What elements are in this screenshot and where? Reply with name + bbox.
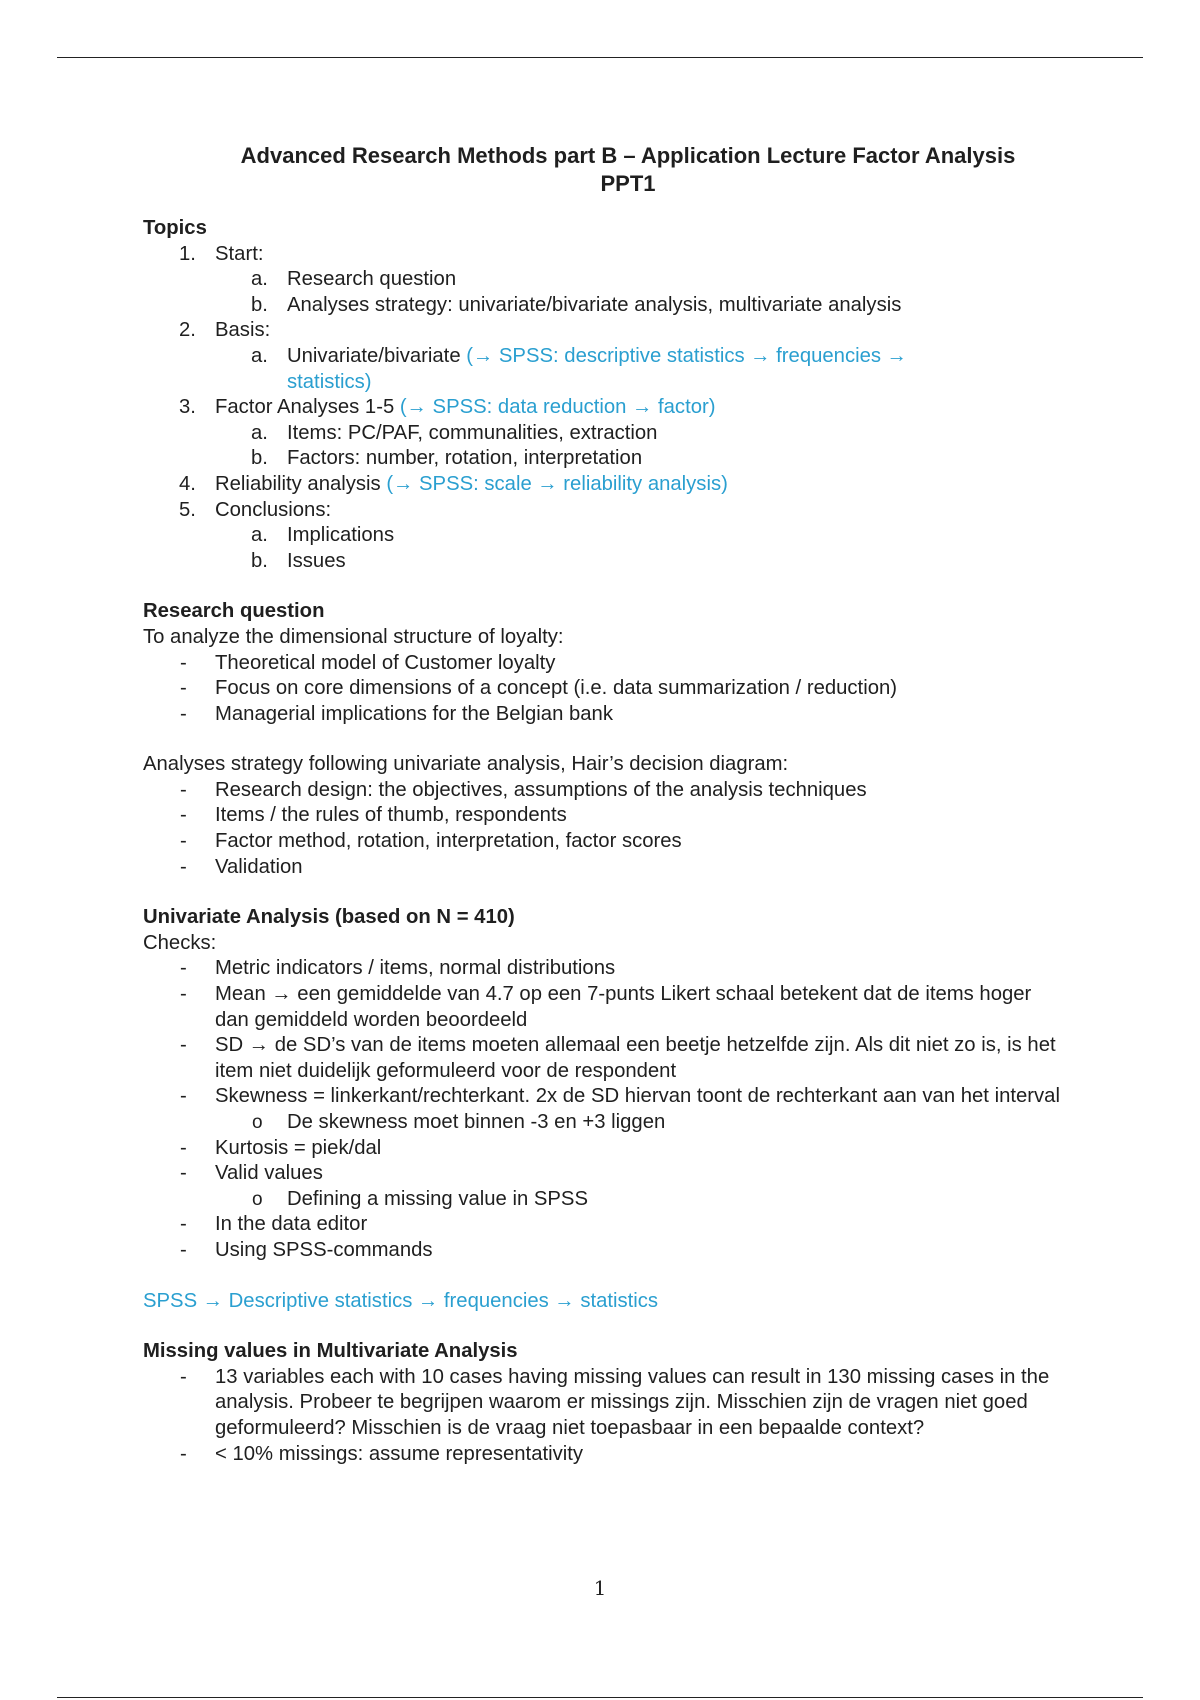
topic-item-4 xyxy=(143,472,1063,498)
topic-4-text: Reliability analysis xyxy=(215,472,387,495)
dash-marker: - xyxy=(180,1085,187,1108)
list-item xyxy=(143,855,1063,881)
topic-1-text: Start: xyxy=(215,242,264,265)
list-item-text: Factor method, rotation, interpretation, factor scores xyxy=(215,830,682,853)
dash-marker: - xyxy=(180,1213,187,1236)
list-item xyxy=(143,702,1063,728)
topic-1-sub-b xyxy=(143,293,1063,319)
list-item xyxy=(143,956,1063,982)
research-question-heading: Research question xyxy=(143,600,325,623)
strategy-bullets xyxy=(143,778,1063,880)
dash-marker: - xyxy=(180,1136,187,1159)
dash-marker: - xyxy=(180,677,187,700)
list-item-text: Validation xyxy=(215,855,303,878)
topic-3-spss-path: (→ SPSS: data reduction → factor) xyxy=(399,396,716,419)
sub-list-item xyxy=(143,1110,1063,1136)
strategy-intro: Analyses strategy following univariate analysis, Hair’s decision diagram: xyxy=(143,753,789,776)
list-item-text: Theoretical model of Customer loyalty xyxy=(215,651,556,674)
list-item xyxy=(143,1084,1063,1110)
list-item-text: De skewness moet binnen -3 en +3 liggen xyxy=(287,1111,666,1133)
topic-5-sub-a-mark: a. xyxy=(251,524,268,547)
list-item xyxy=(143,1212,1063,1238)
list-item-text: Managerial implications for the Belgian bank xyxy=(215,702,613,725)
list-item-text: Kurtosis = piek/dal xyxy=(215,1136,382,1159)
topic-1-sub-a xyxy=(143,267,1063,293)
list-item xyxy=(143,1442,1063,1468)
list-item-text: 13 variables each with 10 cases having missing values can result in 130 missing cases in the analysis. Probeer te begrijpen waarom er missings zijn. Misschien zijn de vragen niet goed geformuleerd? Misschien is de vraag niet toepasbaar in een bepaalde context? xyxy=(215,1365,1050,1439)
topic-4-spss-path: (→ SPSS: scale → reliability analysis) xyxy=(386,472,728,495)
dash-marker: - xyxy=(180,1034,187,1057)
topic-1-sub-b-mark: b. xyxy=(251,293,268,316)
list-item xyxy=(143,1136,1063,1162)
list-item-text: SD → de SD’s van de items moeten allemaal een beetje hetzelfde zijn. Als dit niet zo is, is het item niet duidelijk geformuleerd voor de respondent xyxy=(215,1034,1056,1082)
circle-marker: o xyxy=(252,1112,263,1133)
dash-marker: - xyxy=(180,1365,187,1388)
list-item-text: < 10% missings: assume representativity xyxy=(215,1442,584,1465)
document-body xyxy=(143,142,1063,1467)
topic-3-number: 3. xyxy=(179,396,196,419)
topic-3-sub-a xyxy=(143,421,1063,447)
dash-marker: - xyxy=(180,957,187,980)
dash-marker: - xyxy=(180,702,187,725)
topic-1-number: 1. xyxy=(179,242,196,265)
topic-5-sub-b-text: Issues xyxy=(287,549,346,572)
topic-item-1 xyxy=(143,242,1063,268)
list-item-text: Focus on core dimensions of a concept (i.e. data summarization / reduction) xyxy=(215,677,898,700)
topic-3-text: Factor Analyses 1-5 xyxy=(215,396,400,419)
topics-list xyxy=(143,242,1063,575)
topic-5-sub-a xyxy=(143,523,1063,549)
title-line-2: PPT1 xyxy=(600,171,656,196)
list-item-text: Skewness = linkerkant/rechterkant. 2x de SD hiervan toont de rechterkant aan van het interval xyxy=(215,1085,1060,1108)
topic-4-number: 4. xyxy=(179,472,196,495)
list-item-text: Metric indicators / items, normal distributions xyxy=(215,957,616,980)
topic-5-text: Conclusions: xyxy=(215,498,332,521)
list-item-text: Using SPSS-commands xyxy=(215,1238,433,1261)
dash-marker: - xyxy=(180,1442,187,1465)
topic-3-sub-a-mark: a. xyxy=(251,421,268,444)
dash-marker: - xyxy=(180,778,187,801)
document-title xyxy=(173,142,1083,198)
list-item-text: In the data editor xyxy=(215,1213,368,1236)
topic-2-text: Basis: xyxy=(215,319,271,342)
list-item xyxy=(143,803,1063,829)
spss-frequencies-path: SPSS → Descriptive statistics → frequencies → statistics xyxy=(143,1289,659,1312)
checks-label: Checks: xyxy=(143,931,217,954)
topic-3-sub-b-mark: b. xyxy=(251,447,268,470)
list-item-text: Defining a missing value in SPSS xyxy=(287,1187,588,1210)
list-item xyxy=(143,1033,1063,1084)
research-intro: To analyze the dimensional structure of loyalty: xyxy=(143,625,564,648)
list-item xyxy=(143,676,1063,702)
dash-marker: - xyxy=(180,830,187,853)
missing-values-heading: Missing values in Multivariate Analysis xyxy=(143,1340,518,1363)
topic-3-sub-b-text: Factors: number, rotation, interpretation xyxy=(287,447,643,470)
list-item xyxy=(143,982,1063,1033)
topic-item-5 xyxy=(143,498,1063,524)
dash-marker: - xyxy=(180,983,187,1006)
topic-5-sub-a-text: Implications xyxy=(287,524,395,547)
list-item-text: Research design: the objectives, assumptions of the analysis techniques xyxy=(215,778,867,801)
list-item xyxy=(143,778,1063,804)
topics-heading: Topics xyxy=(143,217,207,239)
circle-marker: o xyxy=(252,1188,263,1210)
dash-marker: - xyxy=(180,651,187,674)
missing-bullets xyxy=(143,1365,1063,1467)
topic-2-sub-a xyxy=(143,344,1063,395)
topic-item-3 xyxy=(143,395,1063,421)
topic-2-sub-a-mark: a. xyxy=(251,344,268,367)
dash-marker: - xyxy=(180,1162,187,1185)
bottom-rule xyxy=(57,1697,1143,1698)
sub-list-item xyxy=(143,1187,1063,1213)
page-number: 1 xyxy=(593,1576,607,1600)
research-bullets xyxy=(143,651,1063,728)
top-rule xyxy=(57,57,1143,58)
list-item-text: Valid values xyxy=(215,1162,323,1185)
topic-1-sub-a-text: Research question xyxy=(287,268,457,291)
list-item xyxy=(143,1238,1063,1264)
list-item xyxy=(143,1161,1063,1187)
topic-5-sub-b xyxy=(143,549,1063,575)
topic-5-number: 5. xyxy=(179,498,196,521)
list-item xyxy=(143,829,1063,855)
topic-3-sub-b xyxy=(143,446,1063,472)
topic-5-sub-b-mark: b. xyxy=(251,549,268,572)
topic-3-sub-a-text: Items: PC/PAF, communalities, extraction xyxy=(287,421,658,444)
list-item xyxy=(143,651,1063,677)
list-item-text: Mean → een gemiddelde van 4.7 op een 7-punts Likert schaal betekent dat de items hoger dan gemiddeld worden beoordeeld xyxy=(215,983,1032,1031)
dash-marker: - xyxy=(180,855,187,878)
list-item-text: Items / the rules of thumb, respondents xyxy=(215,804,567,827)
topic-2-sub-a-text: Univariate/bivariate xyxy=(287,344,467,367)
topic-2-number: 2. xyxy=(179,319,196,342)
dash-marker: - xyxy=(180,1238,187,1261)
topic-1-sub-a-mark: a. xyxy=(251,268,268,291)
topic-item-2 xyxy=(143,318,1063,344)
univariate-heading: Univariate Analysis (based on N = 410) xyxy=(143,906,515,929)
dash-marker: - xyxy=(180,804,187,827)
topic-1-sub-b-text: Analyses strategy: univariate/bivariate analysis, multivariate analysis xyxy=(287,293,902,316)
univariate-bullets xyxy=(143,956,1063,1263)
title-line-1: Advanced Research Methods part B – Application Lecture Factor Analysis xyxy=(240,143,1016,168)
topic-2-spss-path: (→ SPSS: descriptive statistics → frequencies → xyxy=(466,344,907,367)
list-item xyxy=(143,1365,1063,1442)
topic-2-spss-path-cont: statistics) xyxy=(287,370,372,393)
